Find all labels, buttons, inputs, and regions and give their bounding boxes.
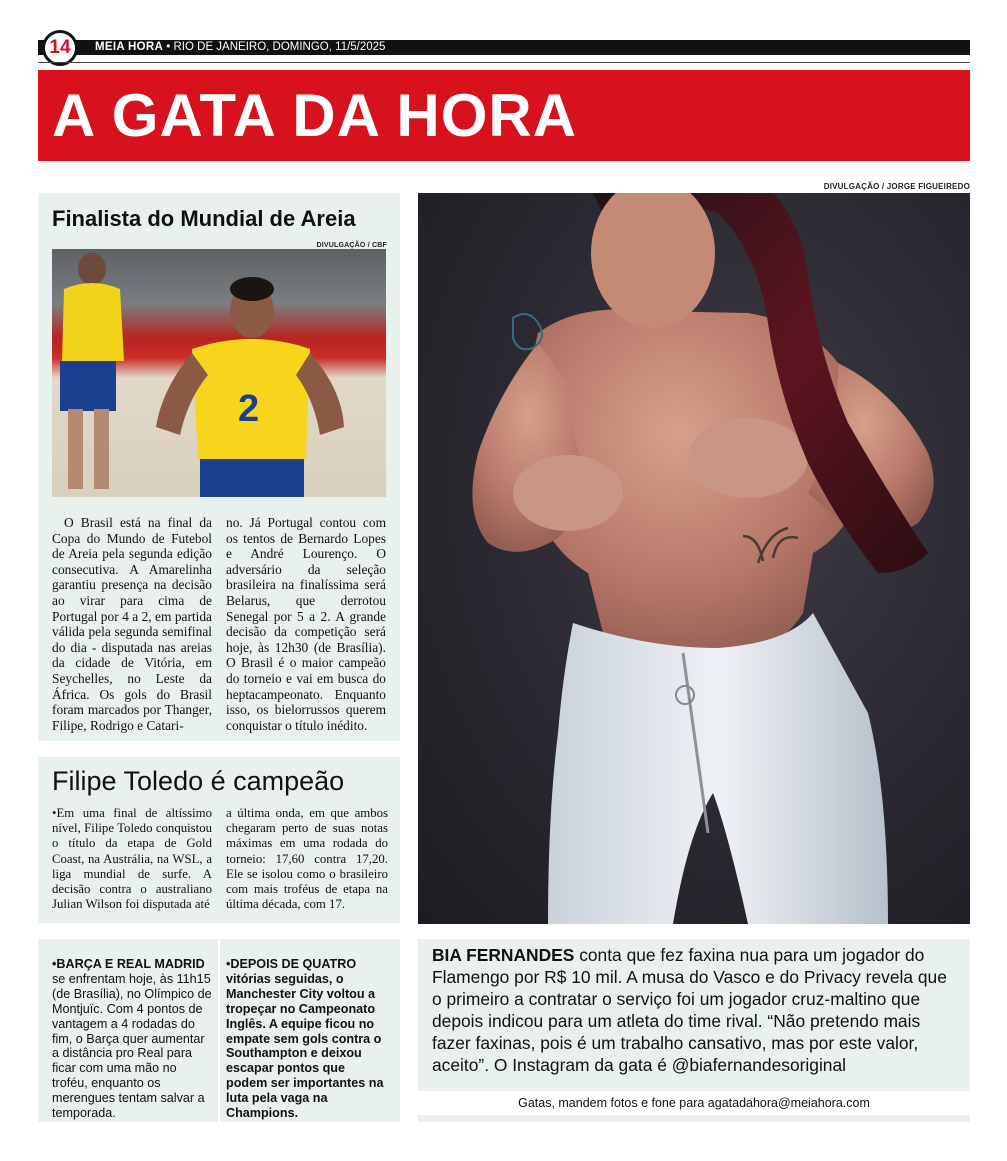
- jersey-number: 2: [238, 388, 260, 430]
- story-surf-headline: Filipe Toledo é campeão: [52, 766, 345, 796]
- beach-soccer-photo: [52, 249, 386, 497]
- model-photo-illustration: [418, 193, 970, 924]
- model-photo: [418, 193, 970, 924]
- story-beach-photo-credit: DIVULGAÇÃO / CBF: [316, 242, 387, 249]
- story-surf-col2: a última onda, em que ambos chegaram perto de suas notas máximas em uma rodada do torneio: 17,60 contra 17,20. Ele se isolou como o brasileiro com mais troféus de etapa na última década, com 17.: [226, 806, 388, 912]
- story-beach-col1: O Brasil está na final da Copa do Mundo de Futebol de Areia pela segunda edição consecutiva. A Amarelinha garantiu presença na decisão ao virar para cima de Portugal por 4 a 2, em partida válida pela segunda semifinal do dia - disputada nas areias da cidade de Vitória, em Seychelles, no Leste da África. Os gols do Brasil foram marcados por Thanger, Filipe, Rodrigo e Catari-: [52, 515, 212, 733]
- brand-name: MEIA HORA: [95, 41, 164, 53]
- brief-city-lead: •DEPOIS DE QUATRO: [226, 957, 357, 971]
- dateline: • RIO DE JANEIRO, DOMINGO, 11/5/2025: [163, 41, 386, 53]
- brief-city: [226, 957, 388, 1121]
- page-number-badge: 14: [42, 30, 78, 66]
- footer-note: Gatas, mandem fotos e fone para agatadahora@meiahora.com: [518, 1096, 870, 1110]
- header-rule: [38, 62, 970, 63]
- caption-text: conta que fez faxina nua para um jogador do Flamengo por R$ 10 mil. A musa do Vasco e do Privacy revela que o primeiro a contratar o serviço foi um jogador cruz-maltino que depois indicou para um atleta do time rival. “Não pretendo mais fazer faxinas, pois é um trabalho cansativo, mas por este valor, aceito”. O Instagram da gata é @biafernandesoriginal: [432, 945, 947, 1075]
- main-photo-credit: DIVULGAÇÃO / JORGE FIGUEIREDO: [823, 182, 970, 191]
- story-beach-col2: no. Já Portugal contou com os tentos de Bernardo Lopes e André Lourenço. O adversário da seleção brasileira na finalíssima será Belarus, que derrotou Senegal por 5 a 2. A grande decisão da competição será hoje, às 12h30 (de Brasília). O Brasil é o maior campeão do torneio e vai em busca do heptacampeonato. Enquanto isso, os bielorrussos querem conquistar o título inédito.: [226, 515, 386, 733]
- section-title: A GATA DA HORA: [52, 82, 578, 149]
- story-beach-headline: Finalista do Mundial de Areia: [52, 206, 356, 231]
- brief-barca: [52, 957, 212, 1121]
- masthead-text: [95, 40, 385, 55]
- caption-name: BIA FERNANDES: [432, 945, 575, 965]
- beach-soccer-illustration: [52, 249, 386, 497]
- brief-barca-lead: •BARÇA E REAL MADRID: [52, 957, 205, 971]
- brief-barca-text: se enfrentam hoje, às 11h15 (de Brasília), no Olímpico de Montjuïc. Com 4 pontos de vantagem a 4 rodadas do fim, o Barça quer aumentar a distância pro Real para ficar com uma mão no troféu, enquanto os merengues tentam salvar a temporada.: [52, 971, 212, 1121]
- brief-city-text: vitórias seguidas, o Manchester City voltou a tropeçar no Campeonato Inglês. A equipe ficou no empate sem gols contra o Southampton e deixou escapar pontos que podem ser importantes na luta pela vaga na Champions.: [226, 971, 384, 1121]
- caption-text-block: [432, 944, 958, 1076]
- story-surf-col1: •Em uma final de altíssimo nível, Filipe Toledo conquistou o título da etapa de Gold Coast, na Austrália, na WSL, a liga mundial de surfe. A decisão contra o australiano Julian Wilson foi disputada até: [52, 806, 212, 912]
